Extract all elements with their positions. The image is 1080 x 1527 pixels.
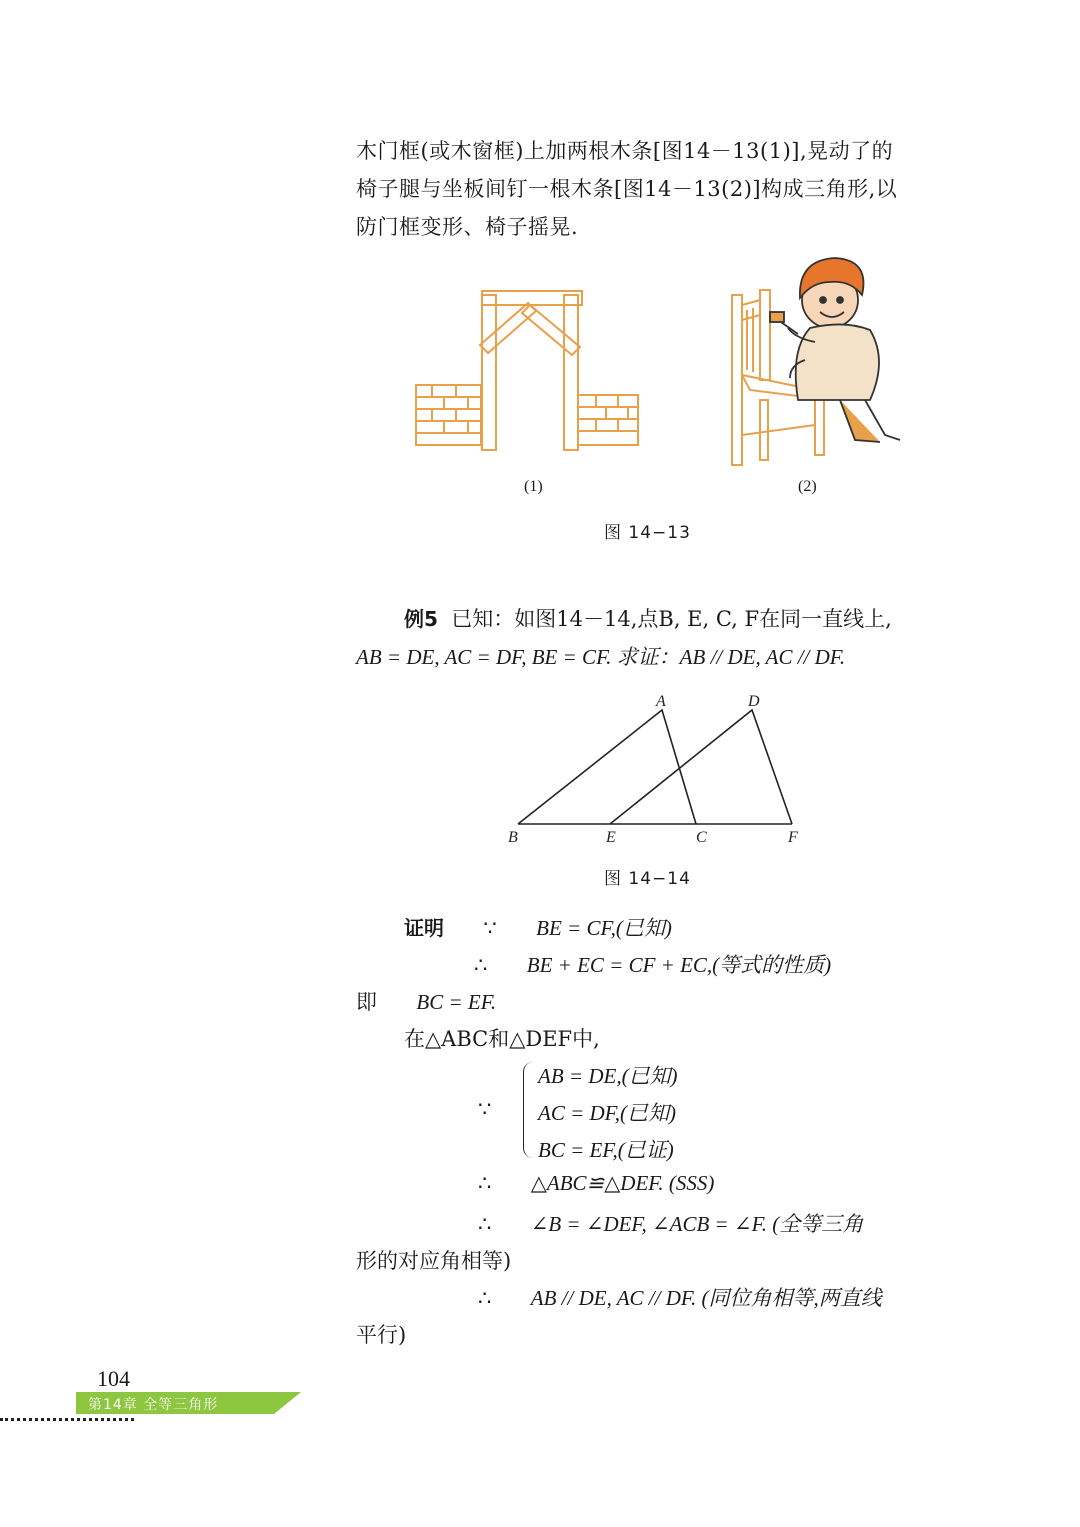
proof-step-6-cont: 形的对应角相等)	[356, 1249, 512, 1273]
figure13-sub1: (1)	[524, 478, 543, 495]
proof-step-6	[478, 1208, 863, 1238]
therefore-symbol-3: ∴	[478, 1212, 492, 1236]
step7-text: AB // DE, AC // DF. (同位角相等,两直线	[530, 1286, 882, 1310]
intro-line-1: 木门框(或木窗框)上加两根木条[图14－13(1)],晃动了的	[356, 139, 894, 163]
condition-3: BC = EF,(已证)	[538, 1138, 674, 1162]
intro-line-2: 椅子腿与坐板间钉一根木条[图14－13(2)]构成三角形,以	[356, 177, 898, 201]
proof-step-7	[478, 1282, 882, 1312]
intro-paragraph	[356, 132, 956, 246]
example-line-1	[404, 603, 892, 633]
triangle-def	[610, 710, 792, 824]
step5-text: △ABC≌△DEF. (SSS)	[530, 1171, 715, 1195]
chapter-title: 第14章 全等三角形	[88, 1397, 219, 1413]
proof-step-4: 在△ABC和△DEF中,	[404, 1027, 600, 1051]
example-line-2: AB = DE, AC = DF, BE = CF. 求证：AB // DE, AC // DF.	[356, 645, 846, 669]
figure14-caption: 图 14−14	[604, 869, 691, 889]
step3-text: BC = EF.	[416, 990, 497, 1014]
because-symbol: ∵	[483, 916, 497, 940]
example-label: 例5	[404, 607, 438, 631]
point-b-label: B	[508, 829, 518, 846]
triangle-diagram	[500, 690, 820, 850]
door-frame-illustration	[410, 285, 645, 455]
proof-step-7-cont: 平行)	[356, 1323, 407, 1347]
therefore-symbol-4: ∴	[478, 1286, 492, 1310]
page-number: 104	[97, 1366, 130, 1391]
point-a-label: A	[656, 693, 666, 710]
proof-label: 证明	[404, 916, 444, 940]
condition-2: AC = DF,(已知)	[538, 1101, 677, 1125]
intro-line-3: 防门框变形、椅子摇晃.	[356, 215, 579, 239]
triangle-abc	[518, 710, 696, 824]
therefore-symbol-2: ∴	[478, 1171, 492, 1195]
proof-step-2	[474, 949, 831, 979]
step6-text: ∠B = ∠DEF, ∠ACB = ∠F. (全等三角	[530, 1212, 864, 1236]
point-c-label: C	[696, 829, 707, 846]
chair-boy-illustration	[720, 250, 905, 470]
step1-text: BE = CF,(已知)	[536, 916, 672, 940]
proof-step-1	[404, 912, 672, 942]
point-f-label: F	[788, 829, 798, 846]
figure13-caption: 图 14−13	[604, 523, 691, 543]
left-brace	[523, 1062, 534, 1158]
step2-text: BE + EC = CF + EC,(等式的性质)	[526, 953, 832, 977]
dotted-divider	[0, 1418, 134, 1425]
proof-step-5	[478, 1171, 714, 1196]
figure13-sub2: (2)	[798, 478, 817, 495]
condition-1: AB = DE,(已知)	[538, 1064, 678, 1088]
step3-prefix: 即	[356, 990, 377, 1014]
point-e-label: E	[606, 829, 616, 846]
therefore-symbol: ∴	[474, 953, 488, 977]
point-d-label: D	[748, 693, 760, 710]
proof-step-3	[356, 986, 496, 1016]
because-symbol-2: ∵	[478, 1097, 492, 1121]
example-given: 已知：如图14－14,点B, E, C, F在同一直线上,	[451, 607, 892, 631]
